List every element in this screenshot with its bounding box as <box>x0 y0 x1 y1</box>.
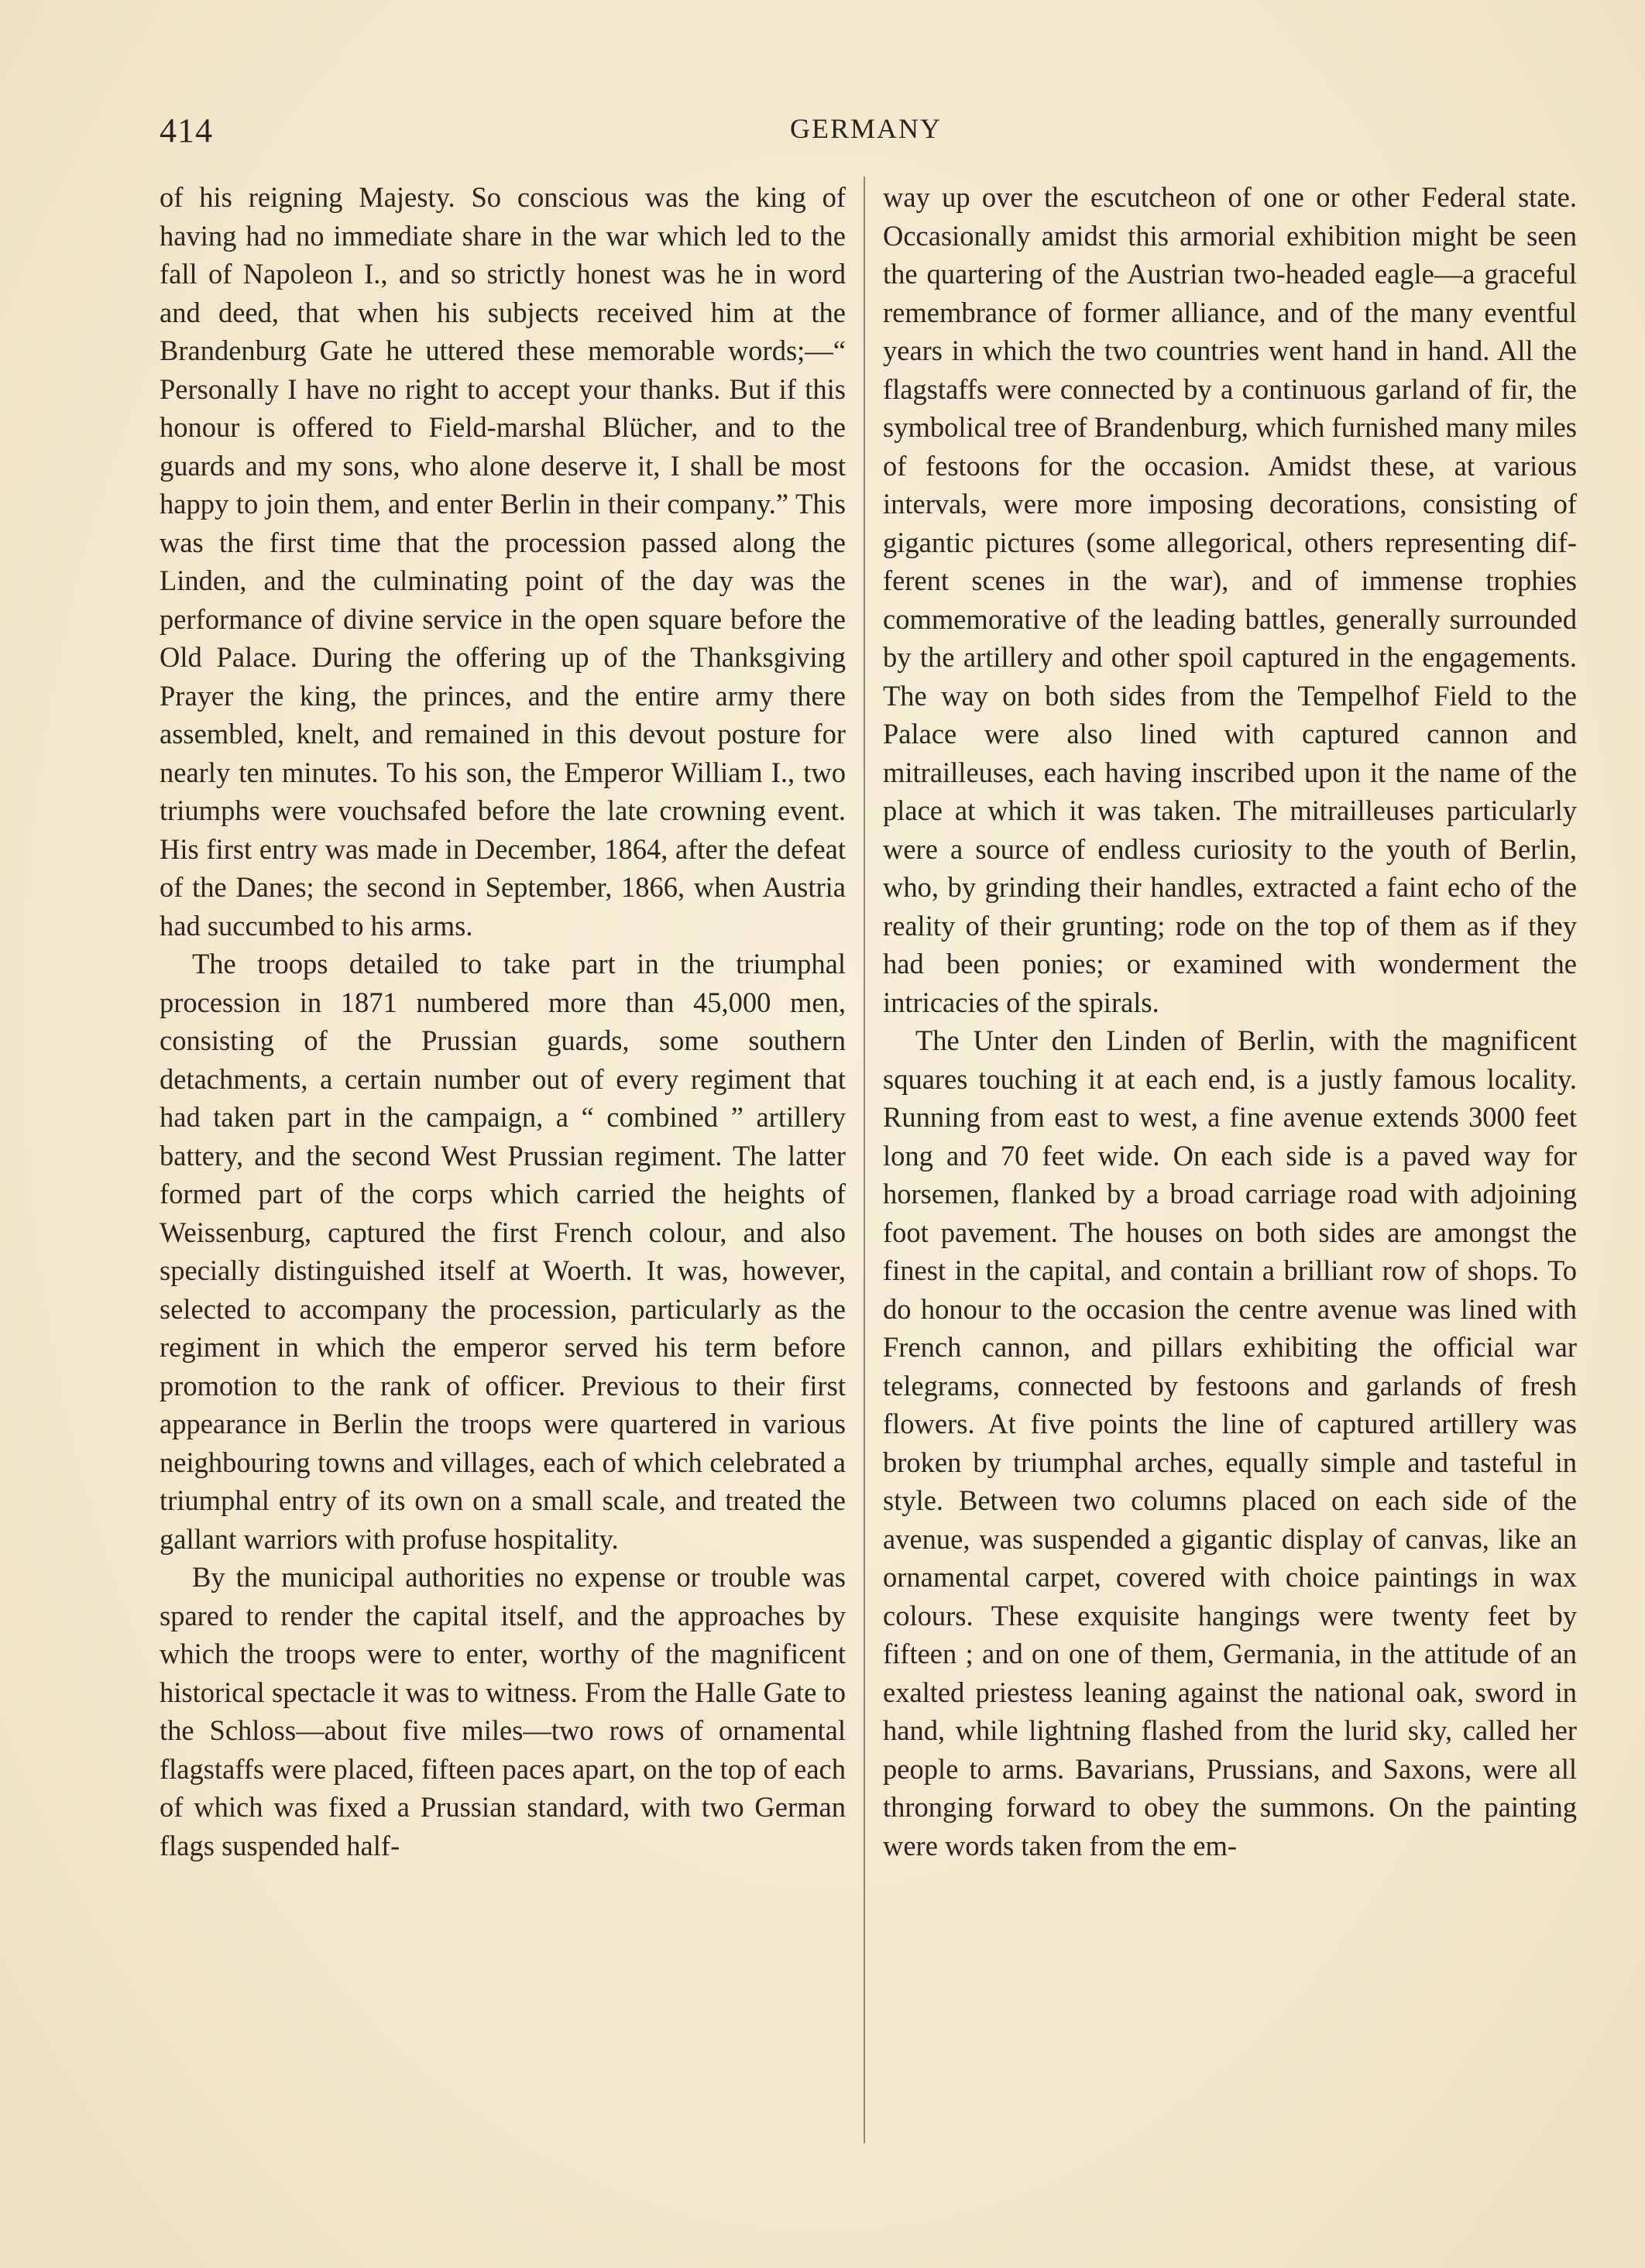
left-paragraph-1: of his reigning Majesty. So conscious was the king of having had no immediate share in the war which led to the fall of Napoleon I., and so strictly honest was he in word and deed, that when his subjects received him at the Brandenburg Gate he uttered these memorable words;—“ Personally I have no right to accept your thanks. But if this honour is offered to Field-marshal Blücher, and to the guards and my sons, who alone deserve it, I shall be most happy to join them, and enter Berlin in their company.” This was the first time that the procession passed along the Linden, and the culminating point of the day was the performance of divine service in the open square before the Old Palace. During the offering up of the Thanksgiving Prayer the king, the princes, and the entire army there assembled, knelt, and remained in this devout posture for nearly ten minutes. To his son, the Emperor William I., two triumphs were vouchsafed before the late crowning event. His first entry was made in December, 1864, after the defeat of the Danes; the second in September, 1866, when Austria had succumbed to his arms. <box>160 181 846 942</box>
right-paragraph-1: way up over the escutcheon of one or other Federal state. Occasionally amidst this armorial exhibition might be seen the quartering of the Austrian two-headed eagle—a graceful remembrance of former alliance, and of the many eventful years in which the two countries went hand in hand. All the flagstaffs were connected by a continuous garland of fir, the symbolical tree of Brandenburg, which furnished many miles of festoons for the occasion. Amidst these, at various intervals, were more imposing decorations, consisting of gigantic pictures (some allegorical, others representing different scenes in the war), and of immense trophies commemorative of the leading battles, generally surrounded by the artillery and other spoil captured in the engagements. The way on both sides from the Tempelhof Field to the Palace were also lined with captured cannon and mitrailleuses, each having inscribed upon it the name of the place at which it was taken. The mitrailleuses particularly were a source of endless curiosity to the youth of Berlin, who, by grinding their handles, extracted a faint echo of the reality of their grunting; rode on the top of them as if they had been ponies; or examined with wonderment the intricacies of the spirals. <box>883 181 1577 1018</box>
right-column <box>883 178 1577 1865</box>
left-paragraph-2: The troops detailed to take part in the triumphal procession in 1871 numbered more than 45,000 men, consisting of the Prussian guards, some southern detachments, a certain number out of every regiment that had taken part in the campaign, a “ combined ” artillery battery, and the second West Prussian regiment. The latter formed part of the corps which carried the heights of Weissenburg, captured the first French colour, and also specially distinguished itself at Woerth. It was, however, selected to accompany the procession, particularly as the regiment in which the emperor served his term before promotion to the rank of officer. Previous to their first appearance in Berlin the troops were quartered in various neighbouring towns and villages, each of which celebrated a triumphal entry of its own on a small scale, and treated the gallant warriors with profuse hospitality. <box>160 948 846 1555</box>
page-number: 414 <box>160 112 213 149</box>
right-paragraph-2: The Unter den Linden of Berlin, with the magnificent squares touching it at each end, is a justly famous locality. Running from east to west, a fine avenue extends 3000 feet long and 70 feet wide. On each side is a paved way for horsemen, flanked by a broad carriage road with adjoining foot pavement. The houses on both sides are amongst the finest in the capital, and contain a brilliant row of shops. To do honour to the occasion the centre avenue was lined with French cannon, and pillars exhibiting the official war telegrams, connected by festoons and garlands of fresh flowers. At five points the line of captured artillery was broken by triumphal arches, equally simple and tasteful in style. Between two columns placed on each side of the avenue, was suspended a gigantic display of canvas, like an ornamental carpet, covered with choice paintings in wax colours. These exquisite hangings were twenty feet by fifteen ; and on one of them, Germania, in the attitude of an exalted priestess leaning against the national oak, sword in hand, while lightning flashed from the lurid sky, called her people to arms. Bavarians, Prussians, and Saxons, were all thronging forward to obey the summons. On the painting were words taken from the em- <box>883 1024 1577 1861</box>
page-header <box>160 111 1645 157</box>
column-divider <box>864 177 865 2143</box>
left-paragraph-3: By the municipal authorities no expense or trouble was spared to render the capital itself, and the approaches by which the troops were to enter, worthy of the magnificent historical spectacle it was to witness. From the Halle Gate to the Schloss—about five miles—two rows of ornamental flagstaffs were placed, fifteen paces apart, on the top of each of which was fixed a Prussian standard, with two German flags suspended half- <box>160 1561 846 1861</box>
running-head: GERMANY <box>790 113 943 144</box>
left-column <box>160 178 846 1865</box>
